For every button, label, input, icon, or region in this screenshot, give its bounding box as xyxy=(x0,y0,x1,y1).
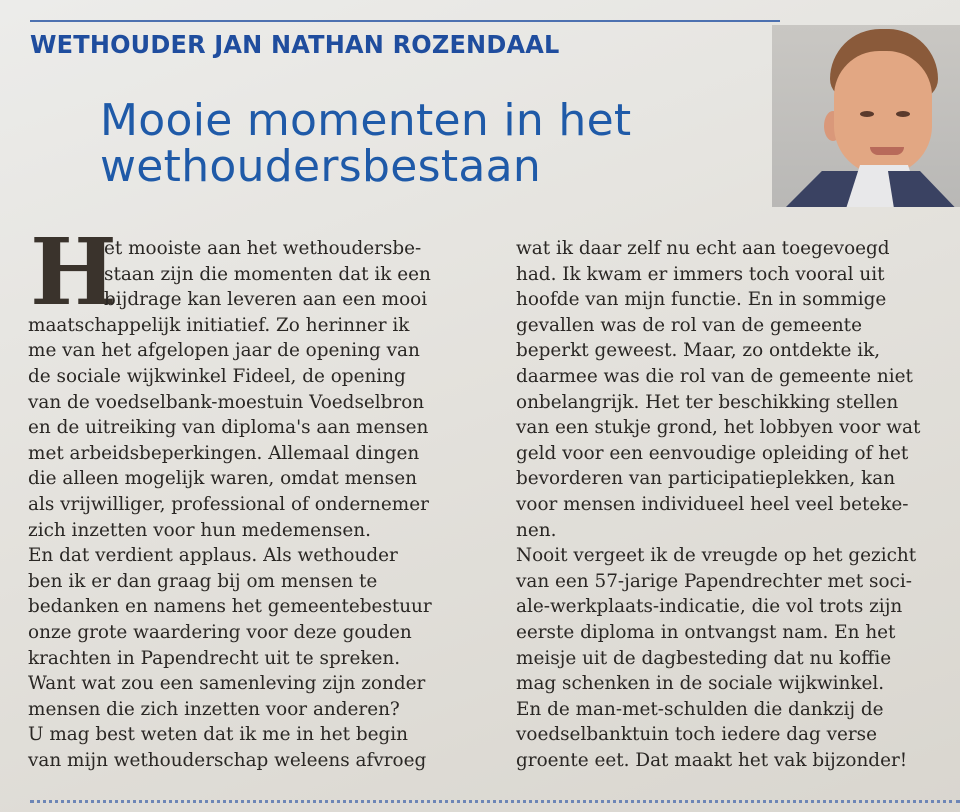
text-line: voedselbanktuin toch iedere dag verse xyxy=(516,724,877,746)
bottom-dotted-rule xyxy=(30,800,960,803)
text-line: me van het afgelopen jaar de opening van xyxy=(28,340,420,362)
text-line: voor mensen individueel heel veel beteke- xyxy=(516,493,909,515)
top-rule xyxy=(30,20,780,22)
text-line: En dat verdient applaus. Als wethouder xyxy=(28,545,398,567)
text-line: groente eet. Dat maakt het vak bijzonder! xyxy=(516,749,908,771)
text-line: van een stukje grond, het lobbyen voor wat xyxy=(516,417,921,439)
text-line: onbelangrijk. Het ter beschikking stellen xyxy=(516,391,899,413)
text-line: ale-werkplaats-indicatie, die vol trots zijn xyxy=(516,596,903,618)
article-column-right xyxy=(516,236,920,773)
text-line: van de voedselbank-moestuin Voedselbron xyxy=(28,391,425,413)
drop-cap: H xyxy=(30,218,117,326)
text-line: bedanken en namens het gemeentebestuur xyxy=(28,596,432,618)
text-line: bevorderen van participatieplekken, kan xyxy=(516,468,896,490)
author-kicker: WETHOUDER JAN NATHAN ROZENDAAL xyxy=(30,30,560,59)
text-line: krachten in Papendrecht uit te spreken. xyxy=(28,647,401,669)
text-line: zich inzetten voor hun medemensen. xyxy=(28,519,371,541)
text-line: eerste diploma in ontvangst nam. En het xyxy=(516,621,896,643)
text-line: U mag best weten dat ik me in het begin xyxy=(28,724,408,746)
text-line: wat ik daar zelf nu echt aan toegevoegd xyxy=(516,238,890,259)
text-line: mag schenken in de sociale wijkwinkel. xyxy=(516,673,885,695)
text-line: beperkt geweest. Maar, zo ontdekte ik, xyxy=(516,340,881,362)
text-line: als vrijwilliger, professional of ondernemer xyxy=(28,493,429,515)
text-line: die alleen mogelijk waren, omdat mensen xyxy=(28,468,417,490)
text-line: maatschappelijk initiatief. Zo herinner ik xyxy=(28,314,410,336)
text-line: met arbeidsbeperkingen. Allemaal dingen xyxy=(28,442,420,464)
text-line: van mijn wethouderschap weleens afvroeg xyxy=(28,749,427,771)
article-headline xyxy=(100,95,760,192)
author-portrait-photo xyxy=(772,25,960,207)
text-line: meisje uit de dagbesteding dat nu koffie xyxy=(516,647,892,669)
text-line: bijdrage kan leveren aan een mooi xyxy=(104,289,428,311)
text-line: Want wat zou een samenleving zijn zonder xyxy=(28,673,426,695)
article-column-left xyxy=(28,236,432,773)
text-line: staan zijn die momenten dat ik een xyxy=(104,263,431,285)
headline-line: Mooie momenten in het xyxy=(100,95,632,146)
text-line: onze grote waardering voor deze gouden xyxy=(28,621,412,643)
text-line: mensen die zich inzetten voor anderen? xyxy=(28,698,400,720)
text-line: hoofde van mijn functie. En in sommige xyxy=(516,289,887,311)
text-line: de sociale wijkwinkel Fideel, de opening xyxy=(28,365,406,387)
text-line: En de man-met-schulden die dankzij de xyxy=(516,698,884,720)
text-line: daarmee was die rol van de gemeente niet xyxy=(516,365,913,387)
headline-line: wethoudersbestaan xyxy=(100,141,542,192)
text-line: had. Ik kwam er immers toch vooral uit xyxy=(516,263,885,285)
text-line: en de uitreiking van diploma's aan mensen xyxy=(28,417,429,439)
text-line: gevallen was de rol van de gemeente xyxy=(516,314,862,336)
text-line: nen. xyxy=(516,519,557,541)
text-line: et mooiste aan het wethoudersbe- xyxy=(104,238,422,259)
text-line: van een 57-jarige Papendrechter met soci- xyxy=(516,570,912,592)
text-line: geld voor een eenvoudige opleiding of het xyxy=(516,442,909,464)
text-line: ben ik er dan graag bij om mensen te xyxy=(28,570,378,592)
text-line: Nooit vergeet ik de vreugde op het gezicht xyxy=(516,545,917,567)
